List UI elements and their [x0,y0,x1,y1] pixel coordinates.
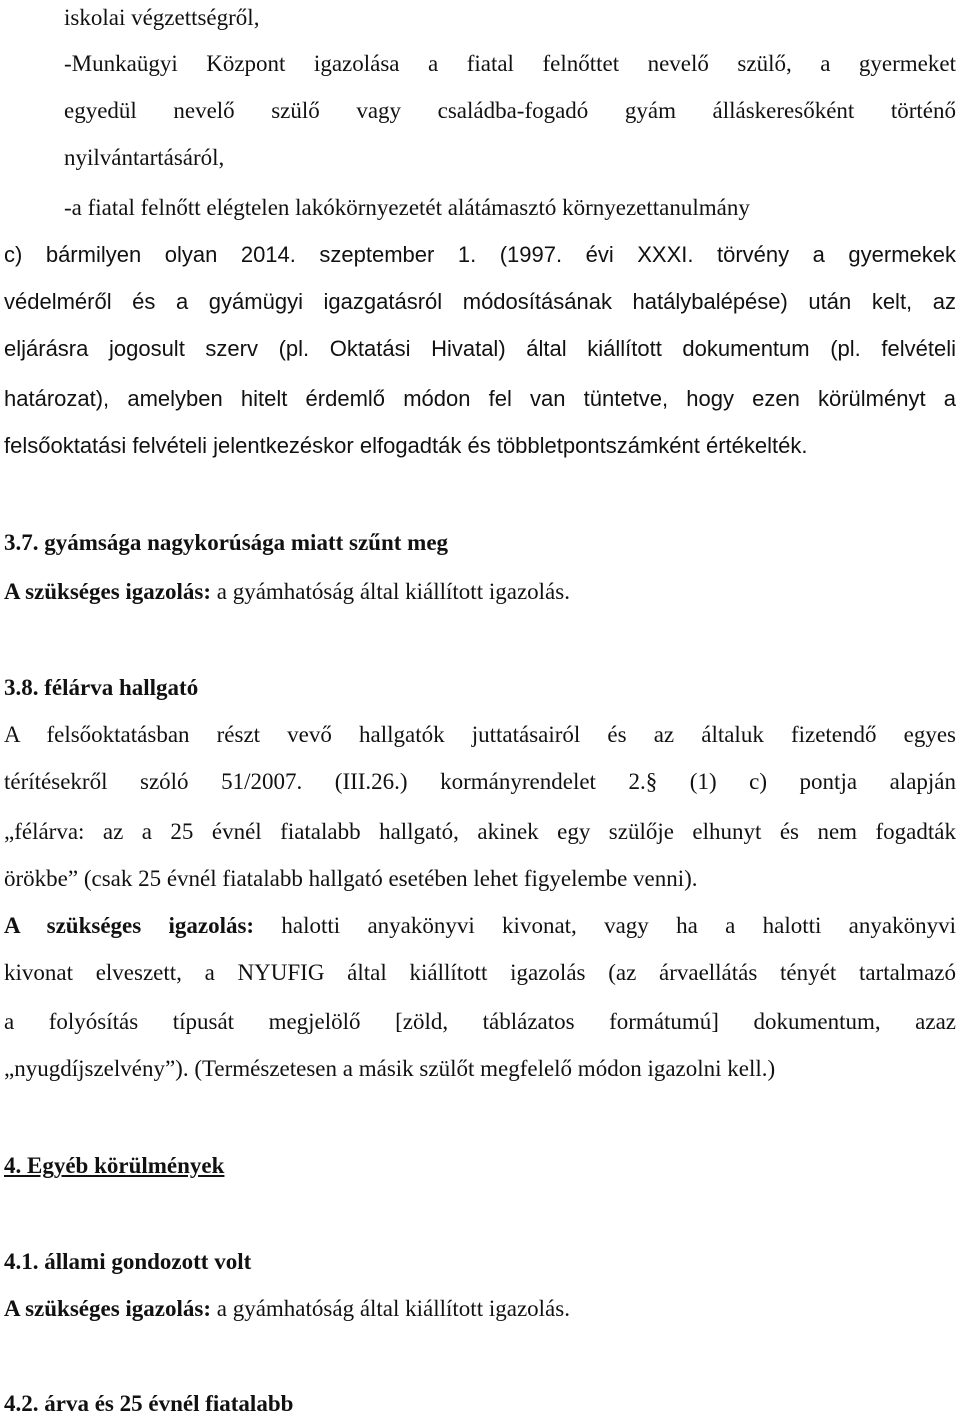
certificate-label: A szükséges igazolás: [4,913,255,938]
chapter-heading: 4. Egyéb körülmények [4,1153,225,1178]
certificate-text: halotti anyakönyvi kivonat, vagy ha a halotti anyakönyvi [254,913,956,938]
text-line: eljárásra jogosult szerv (pl. Oktatási Hivatal) által kiállított dokumentum (pl. felvételi [4,336,956,361]
certificate-line [4,1295,570,1323]
text-line: „nyugdíjszelvény”). (Természetesen a másik szülőt megfelelő módon igazolni kell.) [4,1056,776,1081]
text-line: A felsőoktatásban részt vevő hallgatók juttatásairól és az általuk fizetendő egyes [4,722,956,747]
text-line: a folyósítás típusát megjelölő [zöld, táblázatos formátumú] dokumentum, azaz [4,1009,956,1034]
text-line: térítésekről szóló 51/2007. (III.26.) kormányrendelet 2.§ (1) c) pontja alapján [4,769,956,794]
text-line: iskolai végzettségről, [64,5,260,30]
section-heading: 4.2. árva és 25 évnél fiatalabb [4,1391,294,1416]
section-heading: 3.8. félárva hallgató [4,675,199,700]
text-line: kivonat elveszett, a NYUFIG által kiállított igazolás (az árvaellátás tényét tartalmazó [4,960,956,985]
text-line: felsőoktatási felvételi jelentkezéskor elfogadták és többletpontszámként értékelték. [4,433,808,458]
certificate-text: a gyámhatóság által kiállított igazolás. [211,579,570,604]
certificate-line [4,912,956,940]
text-line: -Munkaügyi Központ igazolása a fiatal felnőttet nevelő szülő, a gyermeket [64,51,956,76]
text-line: védelméről és a gyámügyi igazgatásról módosításának hatálybalépése) után kelt, az [4,289,956,314]
section-heading: 4.1. állami gondozott volt [4,1249,252,1274]
certificate-label: A szükséges igazolás: [4,1296,211,1321]
certificate-line [4,578,570,606]
section-heading: 3.7. gyámsága nagykorúsága miatt szűnt meg [4,530,449,555]
text-line: c) bármilyen olyan 2014. szeptember 1. (1997. évi XXXI. törvény a gyermekek [4,242,956,267]
text-line: „félárva: az a 25 évnél fiatalabb hallgató, akinek egy szülője elhunyt és nem fogadták [4,819,956,844]
text-line: örökbe” (csak 25 évnél fiatalabb hallgató esetében lehet figyelembe venni). [4,866,698,891]
text-line: határozat), amelyben hitelt érdemlő módon fel van tüntetve, hogy ezen körülményt a [4,386,956,411]
text-line: egyedül nevelő szülő vagy családba-fogadó gyám álláskeresőként történő [64,98,956,123]
certificate-label: A szükséges igazolás: [4,579,211,604]
text-line: -a fiatal felnőtt elégtelen lakókörnyezetét alátámasztó környezettanulmány [64,195,750,220]
certificate-text: a gyámhatóság által kiállított igazolás. [211,1296,570,1321]
text-line: nyilvántartásáról, [64,145,225,170]
